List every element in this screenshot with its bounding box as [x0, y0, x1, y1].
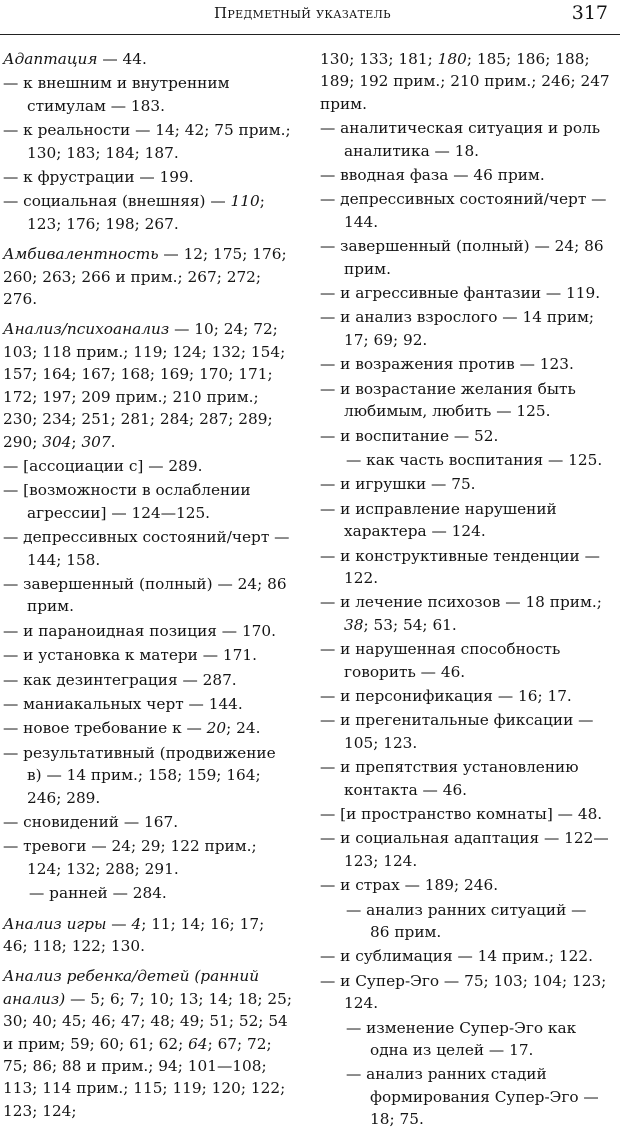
index-term: Анализ/психоанализ	[3, 320, 170, 339]
entry-text: — 10; 24; 72; 103; 118 прим.; 119; 124; 132; 154; 157; 164; 167; 168; 169; 170; 171; 172; 197; 209 прим.; 210 прим.; 230; 234; 251; 281; 284; 287; 289; 290;	[3, 320, 286, 451]
index-subentry	[3, 190, 293, 235]
italic-page-ref: 64	[188, 1034, 208, 1053]
index-subentry	[3, 717, 293, 739]
index-subentry	[320, 970, 610, 1015]
index-subentry	[320, 306, 610, 351]
entry-text: — завершенный (полный) — 24; 86 прим.	[320, 237, 604, 278]
entry-text: — результативный (продвижение в) — 14 прим.; 158; 159; 164; 246; 289.	[3, 743, 276, 807]
index-heading-entry	[3, 243, 293, 310]
index-subentry	[320, 164, 610, 186]
italic-page-ref: 38	[344, 615, 364, 634]
entry-text: — ранней — 284.	[29, 884, 167, 903]
entry-text: — 5; 6; 7; 10; 13; 14; 18; 25; 30; 40; 45; 46; 47; 48; 49; 51; 52; 54 и прим; 59; 60; 61; 62;	[3, 989, 293, 1053]
index-term: Адаптация	[3, 50, 98, 68]
index-subentry	[320, 899, 610, 944]
entry-text: — и исправление нарушений характера — 124.	[320, 499, 557, 541]
entry-text: ; 67; 72; 75; 86; 88 и прим.; 94; 101—108; 113; 114 прим.; 115; 119; 120; 122; 123; 124;	[3, 1034, 286, 1120]
entry-text: — и прегенитальные фиксации — 105; 123.	[320, 711, 594, 752]
index-subentry	[320, 591, 610, 636]
entry-text: — и конструктивные тенденции — 122.	[320, 546, 600, 587]
index-term: Анализ ребенка/детей (ранний анализ)	[3, 967, 260, 1008]
entry-text: ; 53; 54; 61.	[363, 615, 457, 634]
entry-text: — к внешним и внутренним стимулам — 183.	[3, 74, 230, 115]
index-subentry	[320, 282, 610, 304]
index-subentry	[320, 756, 610, 801]
entry-text: ; 24.	[226, 719, 261, 738]
entry-text: — анализ ранних ситуаций — 86 прим.	[346, 900, 587, 942]
italic-page-ref: 4	[131, 914, 142, 933]
entry-text: — и возрастание желания быть любимым, любить — 125.	[320, 379, 576, 421]
index-subentry	[320, 638, 610, 683]
entry-text: — [возможности в ослаблении агрессии] — 124—125.	[3, 481, 251, 522]
index-subentry	[320, 685, 610, 707]
index-subentry	[320, 827, 610, 872]
entry-text: —	[106, 914, 132, 933]
index-term: Анализ игры	[3, 914, 107, 933]
entry-text: — 12; 175; 176; 260; 263; 266 и прим.; 267; 272; 276.	[3, 245, 287, 309]
index-subentry	[3, 620, 293, 642]
index-subentry	[320, 498, 610, 543]
entry-text: — к фрустрации — 199.	[3, 168, 194, 187]
index-subentry	[320, 709, 610, 754]
entry-text: — сновидений — 167.	[3, 813, 179, 831]
entry-text: — вводная фаза — 46 прим.	[320, 166, 545, 185]
entry-text: — и параноидная позиция — 170.	[3, 621, 276, 640]
entry-text: — и установка к матери — 171.	[3, 646, 257, 665]
index-subentry	[3, 455, 293, 477]
index-subentry	[3, 811, 293, 833]
entry-text: — к реальности — 14; 42; 75 прим.; 130; 183; 184; 187.	[3, 121, 291, 162]
entry-text: — и персонификация — 16; 17.	[320, 686, 572, 705]
index-heading-entry	[3, 318, 293, 452]
entry-text: 130; 133; 181;	[320, 50, 438, 68]
entry-text: — и препятствия установлению контакта — 46.	[320, 758, 579, 799]
entry-text: — и игрушки — 75.	[320, 475, 476, 494]
entry-text: ; 11; 14; 16; 17; 46; 118; 122; 130.	[3, 914, 265, 956]
entry-text: — изменение Супер-Эго как одна из целей — 17.	[346, 1018, 577, 1060]
index-subentry	[3, 72, 293, 117]
index-subentry	[3, 835, 293, 880]
index-subentry	[320, 188, 610, 233]
entry-text: — аналитическая ситуация и роль аналитика — 18.	[320, 119, 601, 160]
entry-text: — как дезинтеграция — 287.	[3, 670, 237, 689]
italic-page-ref: 180	[437, 50, 467, 68]
index-subentry	[320, 803, 610, 825]
entry-text: — и страх — 189; 246.	[320, 876, 499, 895]
entry-text: — и сублимация — 14 прим.; 122.	[320, 947, 593, 966]
index-subentry	[320, 117, 610, 162]
entry-text: ; 185; 186; 188; 189; 192 прим.; 210 прим.; 246; 247 прим.	[320, 50, 610, 113]
index-continuation	[320, 48, 610, 115]
entry-text: — социальная (внешняя) —	[3, 192, 231, 211]
italic-page-ref: 110	[230, 192, 260, 211]
entry-text: — депрессивных состояний/черт — 144; 158.	[3, 528, 290, 569]
entry-text: — завершенный (полный) — 24; 86 прим.	[3, 574, 287, 616]
entry-text: — и анализ взрослого — 14 прим; 17; 69; 92.	[320, 308, 595, 349]
entry-text: — и Супер-Эго — 75; 103; 104; 123; 124.	[320, 971, 607, 1013]
index-subentry	[320, 1063, 610, 1130]
italic-page-ref: 307	[81, 432, 111, 451]
entry-text: — [ассоциации с] — 289.	[3, 456, 203, 475]
entry-text: — маниакальных черт — 144.	[3, 694, 243, 713]
index-heading-entry	[3, 48, 293, 70]
entry-text: — [и пространство комнаты] — 48.	[320, 805, 603, 823]
index-subentry	[320, 378, 610, 423]
entry-text: — и нарушенная способность говорить — 46.	[320, 640, 561, 681]
entry-text: — тревоги — 24; 29; 122 прим.; 124; 132; 288; 291.	[3, 837, 257, 878]
entry-text: — и воспитание — 52.	[320, 426, 499, 445]
index-term: Амбивалентность	[3, 245, 159, 264]
index-column-left	[3, 48, 293, 1124]
entry-text: — 44.	[97, 50, 147, 68]
index-subentry	[3, 573, 293, 618]
entry-text: ;	[71, 432, 82, 451]
index-subentry	[320, 473, 610, 495]
entry-text: .	[110, 432, 116, 451]
entry-text: — как часть воспитания — 125.	[346, 450, 603, 469]
index-subentry	[3, 119, 293, 164]
index-subentry	[3, 166, 293, 188]
page-header	[0, 0, 620, 35]
index-subentry	[320, 425, 610, 447]
italic-page-ref: 304	[42, 432, 72, 451]
index-subentry	[320, 449, 610, 471]
index-subentry	[320, 545, 610, 590]
index-heading-entry	[3, 913, 293, 958]
entry-text: — и возражения против — 123.	[320, 355, 574, 374]
index-subentry	[3, 669, 293, 691]
entry-text: — новое требование к —	[3, 719, 207, 738]
page-number: 317	[571, 2, 608, 24]
index-subentry	[320, 235, 610, 280]
index-subentry	[3, 742, 293, 809]
index-subentry	[320, 945, 610, 967]
entry-text: — и социальная адаптация — 122—123; 124.	[320, 829, 609, 870]
index-subentry	[3, 693, 293, 715]
entry-text: — и лечение психозов — 18 прим.;	[320, 593, 602, 612]
entry-text: — и агрессивные фантазии — 119.	[320, 284, 601, 303]
entry-text: — анализ ранних стадий формирования Супер-Эго — 18; 75.	[346, 1065, 599, 1129]
index-subentry	[3, 644, 293, 666]
index-subentry	[320, 353, 610, 375]
index-heading-entry	[3, 965, 293, 1122]
italic-page-ref: 20	[206, 719, 227, 738]
entry-text: ; 123; 176; 198; 267.	[27, 192, 265, 233]
index-column-right	[320, 48, 610, 1133]
index-subentry	[3, 526, 293, 571]
running-title: Предметный указатель	[214, 4, 391, 22]
index-subentry	[320, 1017, 610, 1062]
index-subentry	[3, 882, 293, 904]
index-subentry	[3, 479, 293, 524]
index-subentry	[320, 874, 610, 896]
entry-text: — депрессивных состояний/черт — 144.	[320, 190, 607, 231]
